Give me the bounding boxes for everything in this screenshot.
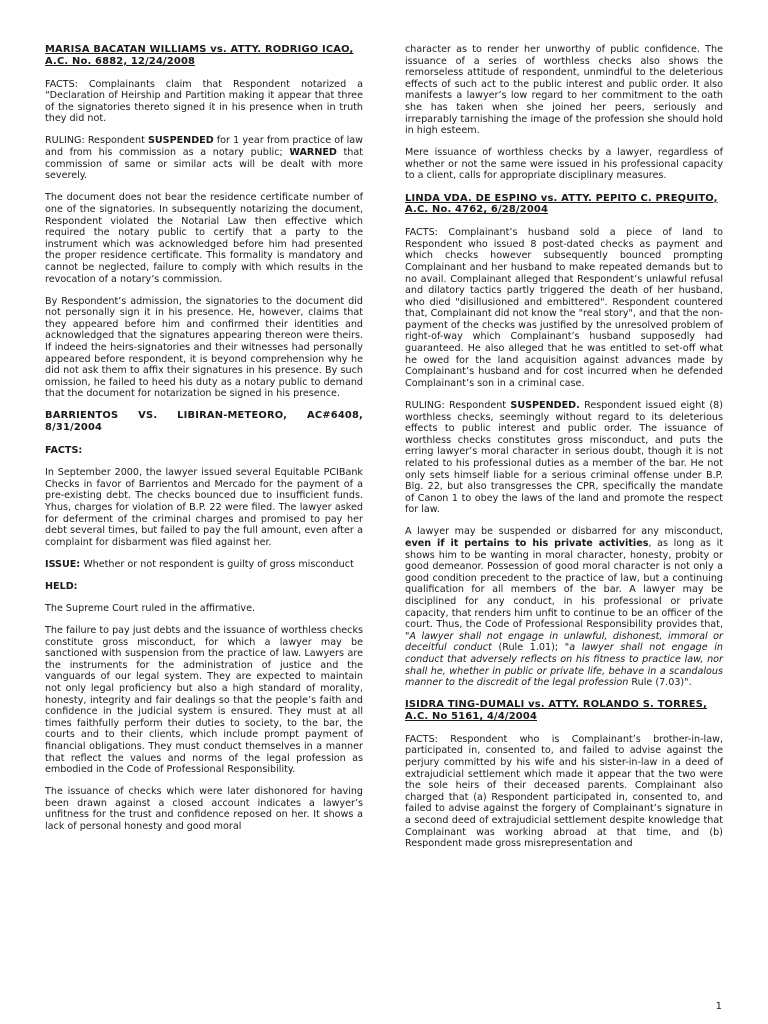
italic-quote: A lawyer shall not engage in unlawful, dishonest, immoral or deceitful conduct (405, 630, 723, 654)
case1-ruling (45, 135, 363, 181)
paragraph-text: , as long as it shows him to be wanting in moral character, honesty, probity or good demeanor. Possession of good moral character is not only a good condition precedent to the practice of law, but a continuing qualification for all members of the bar. A lawyer may be disciplined for any conduct, in his professional or private capacity, that renders him unfit to continue to be an officer of the court. Thus, the Code of Professional Responsibility provides that, " (405, 537, 723, 642)
facts-heading: FACTS: (45, 445, 83, 457)
case3-facts: FACTS: Complainant’s husband sold a piece of land to Respondent who issued 8 post-dated checks as payment and which checks however subsequently bounced prompting Complainant and her husband to make repeated demands but to no avail. Complainant alleged that Respondent’s unlawful refusal and dilatory tactics partly triggered the death of her husband, who died "disillusioned and embittered". Respondent countered that, Complainant did not know the "real story", and that the non-payment of the checks was justified by the unresolved problem of right-of-way which Complainant’s husband supposedly had guaranteed. He also alleged that he was entitled to set-off what he owed for the land acquisition against advances made by Complainant’s husband and for cost incurred when he defended Complainant’s son in a criminal case. (405, 227, 723, 389)
case2-continuation: Mere issuance of worthless checks by a lawyer, regardless of whether or not the same were issued in his professional capacity to a client, calls for appropriate disciplinary measures. (405, 147, 723, 182)
paragraph-text: A lawyer may be suspended or disbarred for any misconduct, (405, 526, 723, 538)
case-title-ting-dumali-torres: ISIDRA TING-DUMALI vs. ATTY. ROLANDO S. TORRES, A.C. No 5161, 4/4/2004 (405, 699, 707, 722)
case1-paragraph: By Respondent’s admission, the signatories to the document did not personally sign it in his presence. He, however, claims that they appeared before him and confirmed their identities and acknowledged that the signatures appearing thereon were theirs. If indeed the heirs-signatories and their witnesses had personally appeared before respondent, it is beyond comprehension why he did not ask them to affix their signatures in his presence. By such omission, he failed to heed his duty as a notary public to demand that the document for notarization be signed in his presence. (45, 295, 363, 400)
ruling-warned: WARNED (289, 147, 337, 159)
case2-issue (45, 559, 363, 571)
ruling-text: RULING: Respondent (405, 399, 511, 411)
case-title-espino-prequito: LINDA VDA. DE ESPINO vs. ATTY. PEPITO C. PREQUITO, A.C. No. 4762, 6/28/2004 (405, 192, 718, 216)
ruling-suspended: SUSPENDED (147, 135, 214, 147)
paragraph-text: (Rule 1.01); " (491, 642, 570, 654)
ruling-text: Respondent issued eight (8) worthless checks, seemingly without regard to its deleterious effects to public interest and public order. The issuance of worthless checks constitutes gross misconduct, and puts the erring lawyer’s moral character in serious doubt, though it is not related to his professional duties as a member of the bar. He not only sets himself liable for a serious criminal offense under B.P. Blg. 22, but also transgresses the CPR, specifically the mandate of Canon 1 to obey the laws of the land and promote the respect for law. (405, 399, 723, 516)
case2-paragraph: The failure to pay just debts and the issuance of worthless checks constitute gross misconduct, for which a lawyer may be sanctioned with suspension from the practice of law. Lawyers are the instruments for the administration of justice and the vanguards of our legal system. They are expected to maintain not only legal proficiency but also a high standard of morality, honesty, integrity and fair dealings so that the people’s faith and confidence in the judicial system is ensured. They must at all times faithfully perform their duties to society, to the bar, the courts and to their clients, which include prompt payment of financial obligations. They must conduct themselves in a manner that reflect the values and norms of the legal profession as embodied in the Code of Professional Responsibility. (45, 625, 363, 776)
case-title-williams-icao: MARISA BACATAN WILLIAMS vs. ATTY. RODRIGO ICAO, A.C. No. 6882, 12/24/2008 (45, 44, 354, 67)
case3-ruling (405, 400, 723, 516)
case2-facts: In September 2000, the lawyer issued several Equitable PCIBank Checks in favor of Barrientos and Mercado for the payment of a pre-existing debt. The checks bounced due to insufficient funds. Yhus, charges for violation of B.P. 22 were filed. The lawyer asked for deferment of the criminal charges and promised to pay her debt several times, but failed to pay the full amount, even after a complaint for disbarment was filed against her. (45, 467, 363, 548)
ruling-text: that commission of same or similar acts will be dealt with more severely. (45, 147, 363, 182)
case2-paragraph: The issuance of checks which were later dishonored for having been drawn against a closed account indicates a lawyer’s unfitness for the trust and confidence reposed on her. It shows a lack of personal honesty and good moral (45, 786, 363, 833)
italic-quote: a lawyer shall not engage in conduct that adversely reflects on his fitness to practice law, nor shall he, whether in public or private life, behave in a scandalous manner to the discredit of the legal profession (405, 642, 724, 689)
issue-label: ISSUE: (45, 558, 81, 570)
case3-paragraph (405, 526, 723, 688)
bold-text: even if it pertains to his private activities (405, 537, 649, 549)
ruling-suspended: SUSPENDED. (510, 399, 580, 411)
case2-continuation: character as to render her unworthy of public confidence. The issuance of a series of worthless checks also shows the remorseless attitude of respondent, unmindful to the deleterious effects of such act to the public interest and public order. It also manifests a lawyer’s low regard to her commitment to the oath she has taken when she joined her peers, seriously and irreparably tarnishing the image of the profession she should hold in high esteem. (405, 44, 723, 137)
case1-paragraph: The document does not bear the residence certificate number of one of the signatories. In subsequently notarizing the document, Respondent violated the Notarial Law then effective which required the notary public to certify that a party to the instrument which was acknowledged before him had presented the proper residence certificate. This formality is mandatory and cannot be neglected, failure to comply with which results in the revocation of a notary’s commission. (45, 192, 363, 285)
page-number: 1 (715, 1001, 722, 1012)
ruling-text: for 1 year from practice of law and from his commission as a notary public; (45, 135, 363, 159)
left-column (45, 44, 363, 833)
right-column (405, 44, 723, 850)
paragraph-text: Rule (7.03)". (628, 677, 692, 689)
ruling-text: RULING: Respondent (45, 135, 148, 147)
issue-text: Whether or not respondent is guilty of gross misconduct (80, 558, 354, 570)
case4-facts: FACTS: Respondent who is Complainant’s brother-in-law, participated in, consented to, and failed to advise against the perjury committed by his wife and his sister-in-law in a deed of extrajudicial settlement which made it appear that the two were the sole heirs of their deceased parents. Complainant also charged that (a) Respondent participated in, consented to, and failed to advise against the forgery of Complainant’s signature in a second deed of extrajudicial settlement despite knowledge that Complainant was working abroad at that time, and (b) Respondent made gross misrepresentation and (405, 733, 723, 850)
held-heading: HELD: (45, 580, 78, 592)
case1-facts: FACTS: Complainants claim that Respondent notarized a “Declaration of Heirship and Partition making it appear that three of the signatories thereto signed it in his presence when in truth they did not. (45, 78, 363, 125)
case-title-barrientos: BARRIENTOS VS. LIBIRAN-METEORO, AC#6408, 8/31/2004 (45, 410, 363, 434)
case2-held: The Supreme Court ruled in the affirmative. (45, 602, 256, 614)
